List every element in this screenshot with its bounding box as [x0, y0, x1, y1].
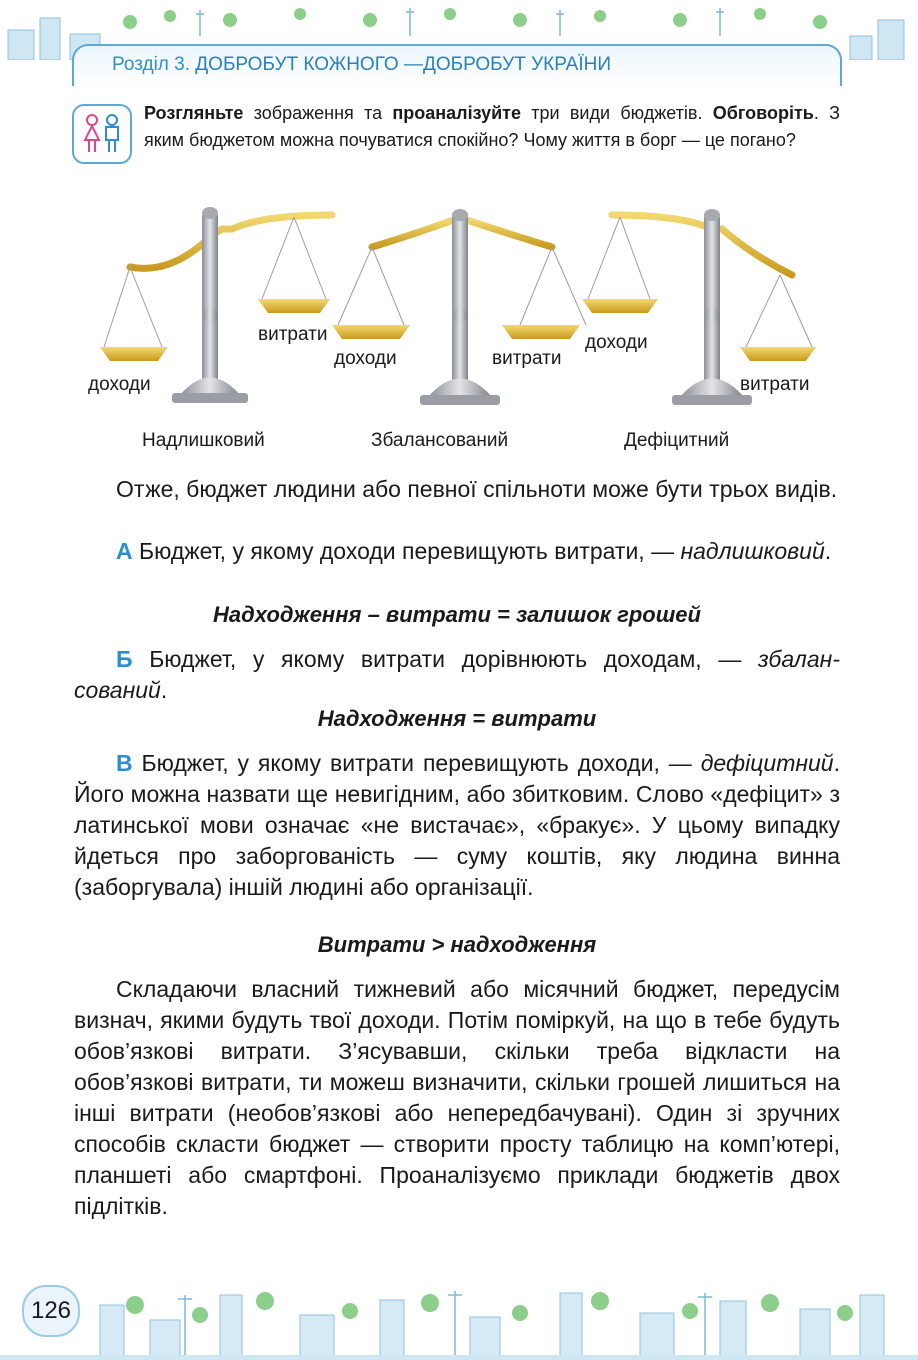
- letter-a: А: [116, 538, 133, 564]
- letter-b: Б: [116, 646, 133, 672]
- paragraph-deficit: [74, 748, 840, 903]
- balanced-definition: Бюджет, у якому витрати дорівнюють доходам, —: [132, 646, 758, 672]
- formula-surplus: Надходження – витрати = залишок грошей: [213, 602, 701, 627]
- scale-deficit-income-label: доходи: [585, 332, 648, 353]
- surplus-definition: Бюджет, у якому доходи перевищують витрати, —: [132, 538, 681, 564]
- deficit-explanation: . Його можна назвати ще невигідним, або збитковим. Слово «дефіцит» з латинської мови означає «не вистачає», «бракує». У цьому випадку йдеться про заборгованість — суму коштів, яку людина винна (заборгувала) іншій людині або організації.: [74, 750, 840, 900]
- task-verb-1: Розгляньте: [144, 103, 244, 123]
- term-surplus: надлишковий: [680, 538, 825, 564]
- page-number: 126: [22, 1285, 80, 1337]
- paragraph-planning: Складаючи власний тижневий або місячний бюджет, передусім визнач, якими будуть твої доходи. Потім поміркуй, на що в тебе будуть обов’язкові витрати. З’ясувавши, скільки треба відкласти на обов’язкові витрати, ти можеш визначити, скільки грошей лишиться на інші витрати (необов’язкові або непередбачувані). Один зі зручних способів скласти бюджет — створити просту таблицю на комп’ютері, планшеті або смартфоні. Проаналізуємо приклади бюджетів двох підлітків.: [74, 976, 840, 1219]
- scale-surplus-income-label: доходи: [88, 374, 151, 395]
- task-instruction: [144, 100, 840, 154]
- caption-surplus: Надлишковий: [142, 430, 265, 451]
- letter-v: В: [116, 750, 133, 776]
- deficit-definition: Бюджет, у якому витрати перевищують доходи, —: [132, 750, 701, 776]
- task-text-1: зображення та: [243, 103, 393, 123]
- scale-balanced-income-label: доходи: [334, 348, 397, 369]
- pair-people-icon: [72, 104, 132, 164]
- paragraph-surplus: [74, 536, 840, 567]
- task-text-3: . З яким бюджетом можна почуватися спокійно? Чому життя в борг — це погано?: [144, 103, 841, 150]
- task-verb-3: Обговоріть: [712, 103, 814, 123]
- scale-balanced-expense-label: витрати: [492, 348, 562, 369]
- surplus-end: .: [824, 538, 832, 564]
- section-header: [112, 54, 611, 76]
- task-text-2: три види бюджетів.: [521, 103, 713, 123]
- paragraph-intro: Отже, бюджет людини або певної спільноти може бути трьох видів.: [116, 476, 838, 502]
- term-balanced: збалансований: [74, 646, 840, 703]
- formula-deficit: Витрати > надходження: [317, 932, 597, 957]
- caption-balanced: Збалансований: [371, 430, 509, 451]
- caption-deficit: Дефіцитний: [624, 430, 730, 451]
- section-title: ДОБРОБУТ КОЖНОГО —ДОБРОБУТ УКРАЇНИ: [195, 54, 611, 75]
- balanced-end: .: [160, 677, 168, 703]
- city-decoration-bottom: [0, 1265, 918, 1360]
- budget-scales-illustration: [72, 195, 842, 425]
- paragraph-balanced: [74, 644, 840, 706]
- scale-surplus-expense-label: витрати: [258, 324, 328, 345]
- formula-balanced: Надходження = витрати: [317, 706, 597, 731]
- task-verb-2: проаналізуйте: [392, 103, 521, 123]
- scale-deficit-expense-label: витрати: [740, 374, 810, 395]
- scale-balanced: [332, 209, 586, 405]
- section-number: Розділ 3.: [112, 54, 191, 75]
- term-deficit: дефіцитний: [700, 750, 834, 776]
